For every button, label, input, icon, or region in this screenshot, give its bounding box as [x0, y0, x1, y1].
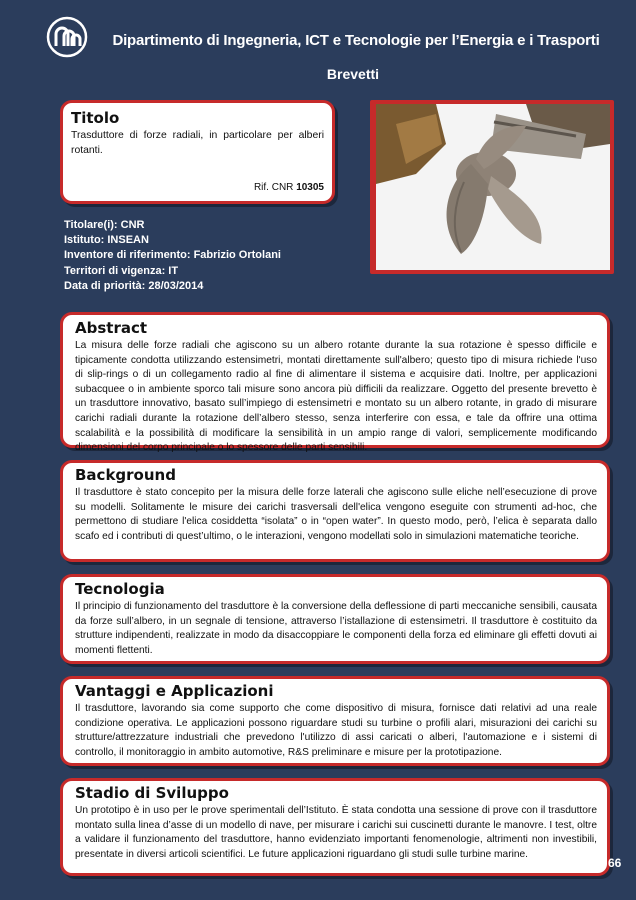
background-box: [60, 460, 610, 562]
meta-inventore: Inventore di riferimento: Fabrizio Ortolani: [64, 249, 281, 262]
abstract-box: [60, 312, 610, 454]
meta-istituto: Istituto: INSEAN: [64, 234, 149, 247]
propeller-photo: [376, 104, 610, 270]
titolo-text: Trasduttore di forze radiali, in particolare per alberi rotanti.: [71, 130, 324, 156]
abstract-text: La misura delle forze radiali che agiscono su un albero rotante durante la sua rotazione è spesso difficile e tipicamente condotta utilizzando estensimetri, montati direttamente sull'albero; questo tipo di misura richiede l'uso di slip-rings o di un collegamento radio al fine di alimentare il sistema e acquisire dati. Inoltre, per applicazioni subacquee o in ambiente sporco tali misure sono ancora più difficili da realizzare. Oggetto del presente brevetto è un trasduttore innovativo, basato sull’impiego di estensimetri e montato su un albero rotante, in grado di misurare carichi radiali durante la rotazione dell’albero stesso, senza interferire con essa, e tale da offrire una ottima scalabilità e la possibilità di modificare la sensibilità in un ampio range di valori, semplicemente modificando dimensioni del corpo principale o lo spessore delle parti sensibili.: [75, 340, 597, 454]
vantaggi-box: [60, 676, 610, 766]
meta-territori: Territori di vigenza: IT: [64, 264, 179, 277]
propeller-illustration: [376, 104, 610, 270]
patent-metadata: [64, 218, 281, 294]
titolo-heading: Titolo: [71, 109, 120, 127]
page-number: 66: [608, 856, 622, 870]
vantaggi-heading: Vantaggi e Applicazioni: [75, 682, 274, 700]
background-heading: Background: [75, 466, 176, 484]
vantaggi-text: Il trasduttore, lavorando sia come supporto che come dispositivo di misura, fornisce dati relativi ad una reale condizione operativa. Le applicazioni possono riguardare studi su turbine o profili alari, misurazioni dei carichi su strutture/attrezzature industriali che prevedono l'utilizzo di assi caricati o alberi, l'automazione e i sistemi di controllo, il monitoraggio in ambito automotive, R&S preliminare e misure per la prototipazione.: [75, 703, 597, 758]
page-subtitle: Brevetti: [326, 66, 380, 82]
rif-label: Rif. CNR: [253, 182, 294, 193]
tecnologia-text: Il principio di funzionamento del trasduttore è la conversione della deflessione di parti meccaniche sensibili, causata da forze sull’albero, in un segnale di tensione, attraverso l’istallazione di estensimetri. Il trasduttore è costituito da strutture indipendenti, realizzate in modo da disaccoppiare le componenti della forza ed eliminare gli effetti dovuti ai momenti flettenti.: [75, 601, 597, 656]
stadio-heading: Stadio di Sviluppo: [75, 784, 229, 802]
rif-number: 10305: [296, 182, 324, 193]
cnr-logo: [46, 16, 88, 58]
abstract-heading: Abstract: [75, 319, 148, 337]
department-title: Dipartimento di Ingegneria, ICT e Tecnologie per l’Energia e i Trasporti: [112, 32, 600, 49]
background-text: Il trasduttore è stato concepito per la misura delle forze laterali che agiscono sulle eliche nell’esecuzione di prove su modelli. Solitamente le misure dei carichi trasversali dell'elica vengono eseguite con strumenti ad-hoc, che permettono di studiare l'elica cosiddetta “isolata” o in “open water”. In questo modo, però, l’elica è separata dallo scafo ed i contributi di quest’ultimo, o le interazioni, vengono modellati solo in simulazioni matematiche teoriche.: [75, 487, 597, 542]
meta-data-priorita: Data di priorità: 28/03/2014: [64, 279, 204, 292]
meta-titolare: Titolare(i): CNR: [64, 219, 145, 231]
stadio-text: Un prototipo è in uso per le prove sperimentali dell’Istituto. È stata condotta una sessione di prove con il trasduttore montato sulla linea d’asse di un modello di nave, per misurare i carichi sui cuscinetti durante le manovre. I test, oltre a validare il funzionamento del trasduttore, hanno evidenziato importanti fenomenologie, altrimenti non investibili, presentate in diversi articoli scientifici. Le future applicazioni riguardano gli studi sulle turbine marine.: [75, 805, 597, 860]
titolo-box: [60, 100, 335, 204]
stadio-box: [60, 778, 610, 876]
tecnologia-heading: Tecnologia: [75, 580, 165, 598]
rif-cnr: [254, 182, 324, 193]
tecnologia-box: [60, 574, 610, 664]
